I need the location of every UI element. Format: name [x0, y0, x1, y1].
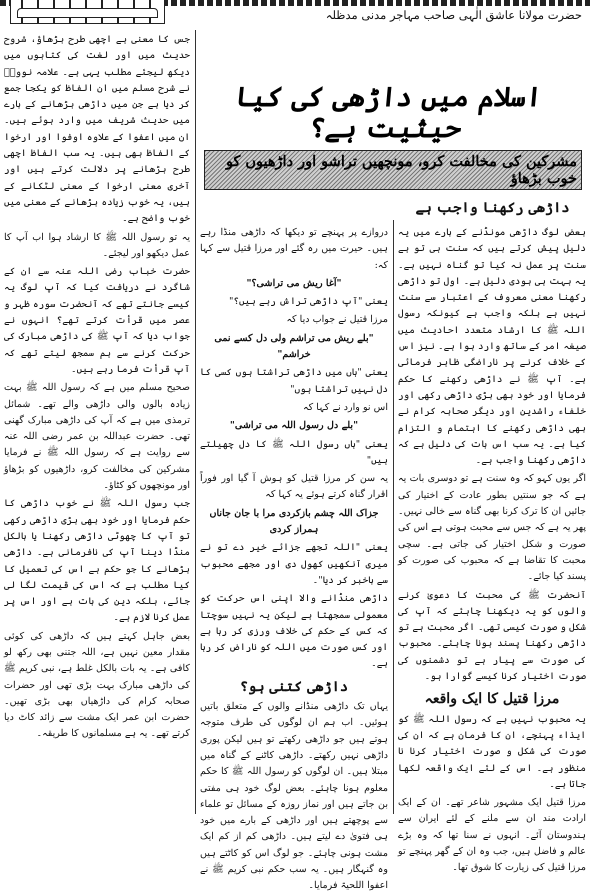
paragraph: یعنی "ہاں میں داڑھی تراشتا ہوں کسی کا دل نہیں تراشتا ہوں" [200, 367, 388, 395]
paragraph: یہاں تک داڑھی منڈانے والوں کے متعلق باتیں ہوئیں۔ اب ہم ان لوگوں کی طرف متوجہ ہوتے ہیں جو داڑھی رکھتے تو ہیں لیکن پوری داڑھی نہیں رکھتے۔ داڑھی کاٹنے کے گناہ میں مبتلا ہیں۔ ان لوگوں کو رسول اللہ ﷺ کا حکم معلوم ہونا چاہئے۔ بعض لوگ خود ہی مفتی بن جاتے ہیں اور نماز روزہ کے مسائل تو علماء سے پوچھتے ہیں اور داڑھی کے بارے میں خود ہی فتویٰ دے لیتے ہیں۔ داڑھی کم از کم ایک مشت ہونی چاہئے۔ جو لوگ اس کو کاٹتے ہیں وہ گنہگار ہیں۔ یہ سب حکم نبی کریم ﷺ نے اعفوا اللحیۃ فرمایا۔ [200, 701, 388, 892]
paragraph: جب رسول اللہ ﷺ نے خوب داڑھی کا حکم فرمایا اور خود بھی بڑی داڑھی رکھی تو آپ کا چھوٹی داڑھی رکھنا یا بالکل منڈا دینا آپ کی نافرمانی ہے۔ داڑھی بڑھانے کا جو حکم ہے اس کی تعمیل کا کیا مطلب ہے کہ اس کی قیمت لگا لی جائے، بلکہ دین کی بات ہے اور اس پر عمل کرنا لازم ہے۔ [4, 498, 190, 624]
paragraph: مرزا قتیل ایک مشہور شاعر تھے۔ ان کے ایک ارادت مند ان سے ملنے کے لئے ایران سے ہندوستان آئے۔ انہوں نے سنا تھا کہ وہ بڑے عالم و فاضل ہیں، جب وہ ان کے گھر پہنچے تو مرزا قتیل کی زیارت کا شوق تھا۔ [398, 797, 586, 874]
paragraph: یہ محبوب نہیں ہے کہ رسول اللہ ﷺ کو ایذاء پہنچے، ان کا فرمان ہے کہ ان کی صورت کی شکل و صورت اختیار کرنا نا منظور ہے۔ اس کے لئے ایک واقعہ لکھا جاتا ہے۔ [398, 713, 586, 790]
author-line: حضرت مولانا عاشق الٰہی صاحب مہاجر مدنی مدظلہ [325, 8, 582, 22]
paragraph: آنحضرت ﷺ کی محبت کا دعویٰ کرنے والوں کو یہ دیکھنا چاہئے کہ آپ کی شکل و صورت کیسی تھی۔ اگر محبت ہے تو داڑھی رکھنا پسند ہونا چاہئے۔ محبوب کی صورت سے پیار ہے تو دشمنوں کی صورت اختیار کرنا کیسے گوارا ہو۔ [398, 589, 586, 683]
verse: جزاک اللہ چشم بازکردی مرا با جان جاناں ہمراز کردی [209, 507, 379, 536]
paragraph: اگر یوں کہو کہ وہ سنت ہے تو دوسری بات یہ ہے کہ جو سنتیں بطور عادت کے اختیار کی جائیں ان کا ترک کرنا بھی گناہ سے خالی نہیں۔ پھر یہ ہے کہ جس سے محبت ہوتی ہے اس کی صورت و شکل اختیار کی جاتی ہے۔ سچی محبت کا تقاضا ہے کہ محبوب کی صورت کو پسند کیا جائے۔ [398, 473, 586, 583]
paragraph: صحیح مسلم میں ہے کہ رسول اللہ ﷺ بہت زیادہ بالوں والی داڑھی والے تھے۔ شمائل ترمذی میں ہے کہ آپ کی داڑھی مبارک گھنی تھی۔ حضرت عبداللہ بن عمر رضی اللہ عنہ سے روایت ہے کہ رسول اللہ ﷺ نے فرمایا مشرکین کی مخالفت کرو، داڑھیوں کو بڑھاؤ اور مونچھوں کو کٹاؤ۔ [4, 382, 190, 492]
paragraph: بعض جاہل کہتے ہیں کہ داڑھی کی کوئی مقدار معین نہیں ہے، اللہ جتنی بھی رکھ لو کافی ہے۔ یہ بات بالکل غلط ہے، نبی کریم ﷺ کی داڑھی مبارک بہت بڑی تھی اور حضرات صحابہ کرام کی داڑھیاں بھی بڑی تھیں۔ حضرت ابن عمر ایک مشت سے زائد کاٹ دیا کرتے تھے۔ یہ ہے مسلمانوں کا طریقہ۔ [4, 630, 190, 740]
paragraph: دروازے پر پہنچے تو دیکھا کہ داڑھی منڈا رہے ہیں۔ حیرت میں رہ گئے اور مرزا قتیل سے کہا کہ: [200, 227, 388, 271]
paragraph: مرزا قتیل نے جواب دیا کہ [286, 314, 388, 326]
paragraph: یعنی "ہاں رسول اللہ ﷺ کا دل چھیلتے ہیں" [200, 438, 388, 466]
quote-line: "بلے دل رسول اللہ می تراشی" [229, 420, 359, 432]
paragraph: یعنی "اللہ تجھے جزائے خیر دے تو نے میری آنکھیں کھول دی اور مجھے محبوب سے باخبر کر دیا"۔ [200, 542, 388, 586]
heading-mirza-qateel: مرزا قتیل کا ایک واقعہ [424, 691, 560, 708]
article-title: اسلام میں داڑھی کی کیا حیثیت ہے؟ [233, 82, 544, 144]
column-left [4, 32, 190, 812]
header-ornament [10, 0, 165, 24]
paragraph: یہ تو رسول اللہ ﷺ کا ارشاد ہوا اب آپ کا عمل دیکھو اور لیجئے۔ [4, 231, 190, 259]
quote-line: "بلے ریش می تراشم ولی دل کسے نمی خراشم" [214, 332, 374, 361]
paragraph: بعض لوگ داڑھی مونڈنے کے بارے میں یہ دلیل پیش کرتے ہیں کہ سنت ہی تو ہے سنت پر عمل نہ کیا تو گناہ نہیں ہے۔ یہ بہت ہی بودی دلیل ہے۔ اول تو داڑھی رکھنا معنی معروف کے اعتبار سے سنت نہیں ہے بلکہ واجب ہے کیونکہ رسول اللہ ﷺ کا ارشاد متعدد احادیث میں صیغہ امر کے ساتھ وارد ہوا ہے۔ نیز اس کے خلاف کرنے پر ناراضگی ظاہر فرمائی ہے۔ آپ ﷺ نے داڑھی رکھنے کا حکم فرمایا اور خود بھی بڑی داڑھی رکھی اور خلفاء راشدین اور دیگر صحابہ کرام نے بھی داڑھی رکھنے کا اہتمام و التزام کیا ہے۔ یہ سب اس بات کی دلیل ہے کہ داڑھی رکھنا واجب ہے۔ [398, 227, 586, 467]
heading-beard-obligatory: داڑھی رکھنا واجب ہے [415, 200, 570, 216]
subtitle-text: مشرکین کی مخالفت کرو، مونچھیں تراشو اور داڑھیوں کو خوب بڑھاؤ [225, 153, 577, 187]
column-middle [200, 225, 388, 892]
column-right [398, 225, 586, 874]
paragraph: داڑھی منڈانے والا اپنی اس حرکت کو معمولی سمجھتا ہے لیکن یہ نہیں سوچتا کہ کس کے حکم کی خلاف ورزی کر رہا ہے اور کس صورت میں اللہ کو ناراض کر رہا ہے۔ [200, 593, 388, 670]
column-divider-right [393, 220, 394, 814]
paragraph: حضرت خباب رضی اللہ عنہ سے ان کے شاگرد نے دریافت کیا کہ آپ لوگ یہ کیسے جانتے تھے کہ آنحضرت سورہ ظہر و عصر میں قرأت کرتے تھے؟ انہوں نے جواب دیا کہ آپ ﷺ کی داڑھی مبارک کی حرکت کرنے سے ہم سمجھ لیتے تھے کہ آپ قرأت فرما رہے ہیں۔ [4, 266, 190, 375]
column-divider-left [195, 30, 196, 814]
quote-line: "آغا ریش می تراشی؟" [246, 277, 342, 289]
paragraph: یعنی "آپ داڑھی تراش رہے ہیں؟" [229, 296, 388, 308]
paragraph: یہ سن کر مرزا قتیل کو ہوش آ گیا اور فوراً اقرار گناہ کرتے ہوئے یہ کہا کہ [200, 473, 388, 501]
subtitle-banner [204, 150, 582, 190]
paragraph: اس نو وارد نے کہا کہ [302, 401, 388, 413]
heading-beard-length: داڑھی کتنی ہو؟ [239, 678, 349, 695]
paragraph: جس کا معنی ہے اچھی طرح بڑھاؤ، شروح حدیث میں اور لغت کی کتابوں میں دیکھ لیجئے مطلب یہی ہے۔ علامہ نوویؒ نے شرح مسلم میں ان الفاظ کو یکجا جمع کر دیا ہے جن میں داڑھی بڑھانے کے بارے میں حدیث شریف میں وارد ہوئے ہیں۔ ان میں اعفوا کے علاوہ اوفوا اور ارخوا کے الفاظ بھی ہیں۔ یہ سب الفاظ اچھی طرح بڑھانے پر دلالت کرتے ہیں اور آخری معنی ارخوا کے معنی لٹکانے کے ہیں، یہ خوب زیادہ بڑھانے کے معنی میں خوب واضح ہے۔ [4, 34, 190, 225]
